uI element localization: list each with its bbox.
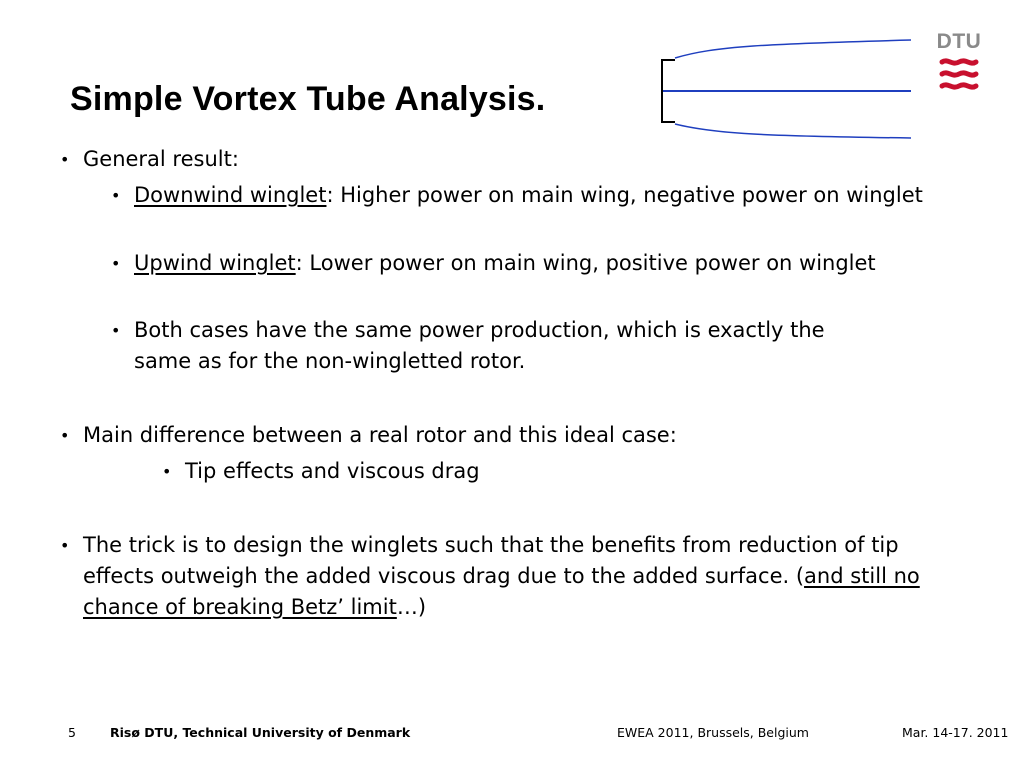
dtu-logo [936,30,982,91]
bullet-dot: • [111,254,121,273]
footer-page-number: 5 [68,725,76,740]
bullet-general-result [60,144,943,175]
bullet-downwind-winglet [111,180,924,211]
bullet-both-cases [111,315,854,377]
general-result-text: General result: [83,147,239,171]
bullet-dot: • [111,321,121,340]
trick-text: The trick is to design the winglets such that the benefits from reduction of tip effects outweigh the added viscous drag due to the added surface. ( [83,533,899,588]
bullet-upwind-winglet [111,248,924,279]
vortex-tube-diagram [655,36,917,140]
footer-event: EWEA 2011, Brussels, Belgium [617,725,809,740]
bullet-dot: • [111,186,121,205]
main-difference-text: Main difference between a real rotor and this ideal case: [83,423,677,447]
betz-limit-text: and still no chance of breaking Betz’ limit [83,564,920,619]
dtu-logo-text: DTU [936,30,982,53]
dtu-logo-waves-icon [936,57,982,91]
downwind-winglet-text: : Higher power on main wing, negative power on winglet [326,183,923,207]
both-cases-text: Both cases have the same power production, which is exactly the same as for the non-wingletted rotor. [134,318,825,373]
bullet-dot: • [162,462,172,481]
bullet-dot: • [60,426,70,445]
slide-title: Simple Vortex Tube Analysis. [70,80,546,118]
trick-end-text: …) [396,595,427,619]
bullet-dot: • [60,150,70,169]
bullet-tip-effects [162,456,885,487]
upwind-winglet-label: Upwind winglet [134,251,296,275]
tube-lower-edge [675,124,911,138]
tip-effects-text: Tip effects and viscous drag [185,459,480,483]
upwind-winglet-text: : Lower power on main wing, positive power on winglet [295,251,876,275]
bullet-dot: • [60,536,70,555]
tube-upper-edge [675,40,911,58]
downwind-winglet-label: Downwind winglet [134,183,327,207]
bullet-trick [60,530,923,623]
footer-organization: Risø DTU, Technical University of Denmark [110,725,411,740]
bullet-main-difference [60,420,943,451]
footer-date: Mar. 14-17. 2011 [902,725,1009,740]
